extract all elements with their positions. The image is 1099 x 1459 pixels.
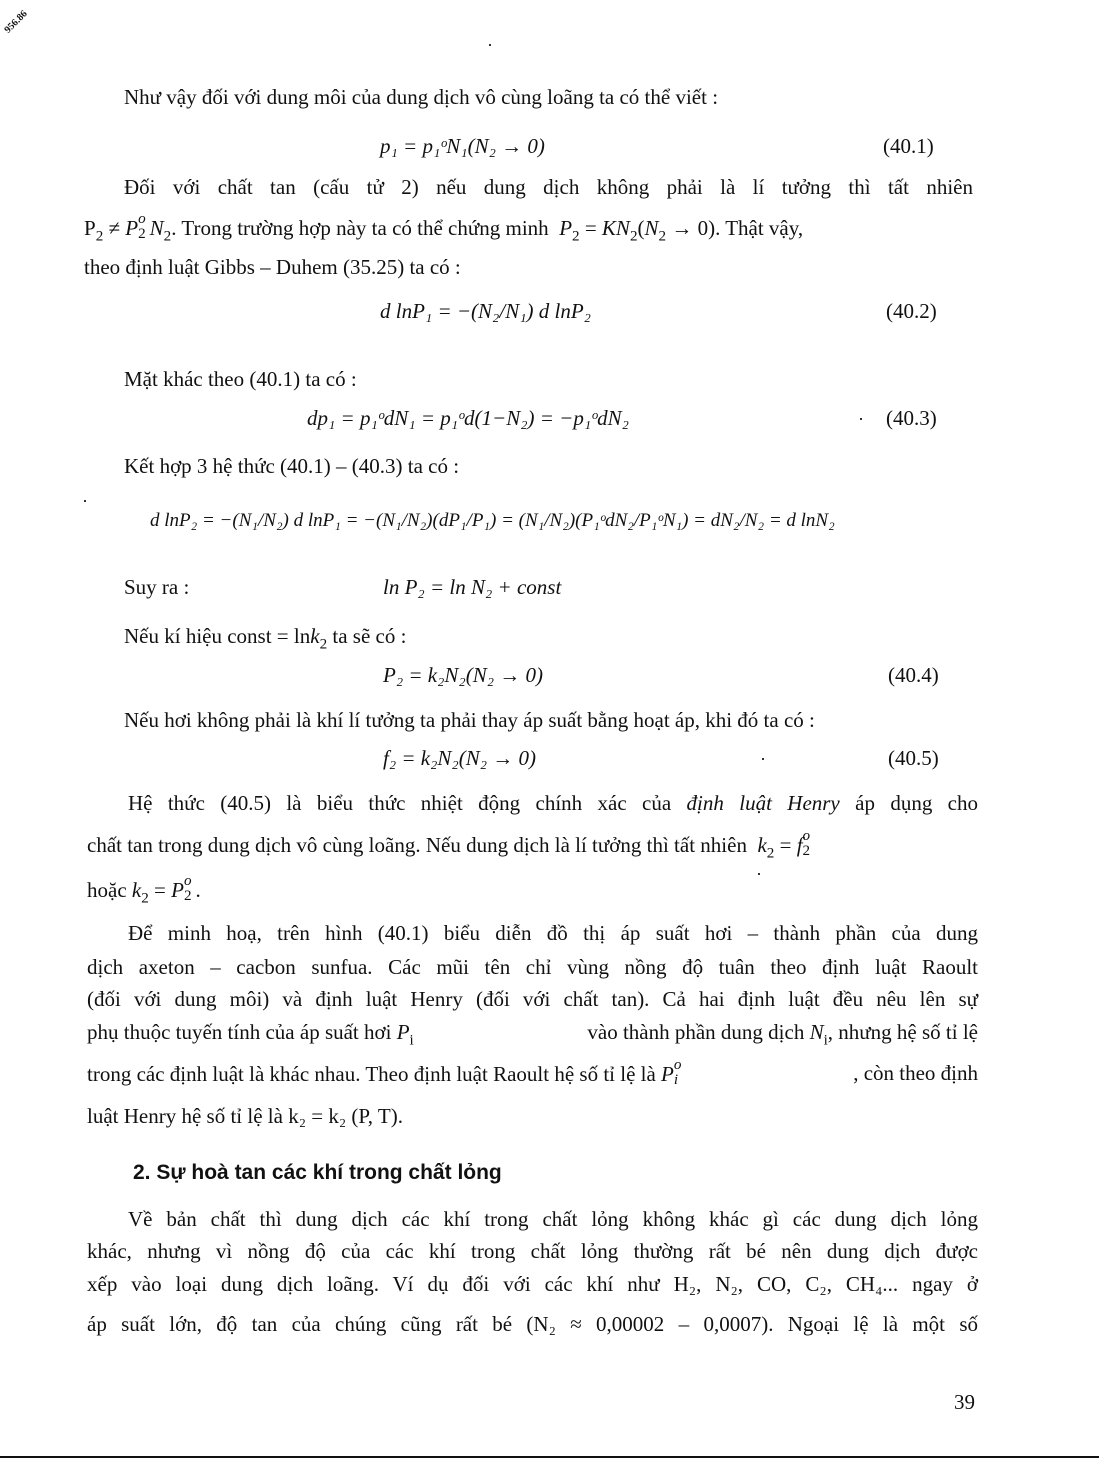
scan-speck [762,758,764,760]
text-span: chất tan trong dung dịch vô cùng loãng. Nếu dung dịch là lí tưởng thì tất nhiên [87,833,747,857]
equation-number-40-4: (40.4) [888,663,939,687]
text-P: P [84,216,96,240]
paragraph-illustration-line5: trong các định luật là khác nhau. Theo định luật Raoult hệ số tỉ lệ là P o i , còn theo định [87,1056,978,1088]
equation-number-40-2: (40.2) [886,299,937,323]
equation-40-5: f₂ = k₂N₂(N₂ → 0) [383,746,537,770]
equation-40-2: d lnP₁ = −(N₂/N₁) d lnP₂ [380,299,591,323]
paragraph-gases-line3: xếp vào loại dung dịch loãng. Ví dụ đối với các khí như H₂, N₂, CO, C₂, CH₄... ngay ở [87,1272,978,1296]
paragraph-solute-line2: $P_2 \ne P$ o 2 $N_2$. Trong trường hợp này ta có thể chứng minh $P_2 = KN_2(N_2 \to 0)$. Thật vậy, [84,210,804,245]
text-span: . Trong trường hợp này ta có thể chứng minh [171,216,549,240]
text-span: trong các định luật là khác nhau. Theo định luật Raoult hệ số tỉ lệ là [87,1062,656,1086]
text-span: áp dụng cho [839,791,978,815]
paragraph-solute-line3: theo định luật Gibbs – Duhem (35.25) ta có : [84,255,461,279]
text-span: Hệ thức (40.5) là biểu thức nhiệt động chính xác của [128,791,687,815]
paragraph-fugacity: Nếu hơi không phải là khí lí tưởng ta phải thay áp suất bằng hoạt áp, khi đó ta có : [124,708,815,732]
text-span: Nếu kí hiệu const = ln [124,624,311,648]
text-span: hoặc [87,878,127,902]
equation-number-40-5: (40.5) [888,746,939,770]
paragraph-gases-line4: áp suất lớn, độ tan của chúng cũng rất bé (N₂ ≈ 0,00002 – 0,0007). Ngoại lệ là một số [87,1312,978,1336]
paragraph-gases-line2: khác, nhưng vì nồng độ của các khí trong chất lỏng thường rất bé nên dung dịch được [87,1239,978,1263]
paragraph-illustration-line1: Để minh hoạ, trên hình (40.1) biểu diễn đồ thị áp suất hơi – thành phần của dung [128,921,978,945]
corner-stamp [0,0,40,36]
text-span: phụ thuộc tuyến tính của áp suất hơi [87,1020,392,1044]
text-span: ta sẽ có : [327,624,407,648]
paragraph-henry-line1 [128,790,978,816]
paragraph-illustration-line3: (đối với dung môi) và định luật Henry (đối với chất tan). Cả hai định luật đều nêu lên sự [87,987,978,1011]
paragraph-illustration-line4: phụ thuộc tuyến tính của áp suất hơi $P_i$ vào thành phần dung dịch $N_i$, nhưng hệ số tỉ lệ [87,1020,978,1049]
paragraph-illustration-line6: luật Henry hệ số tỉ lệ là k₂ = k₂ (P, T). [87,1104,403,1128]
scan-speck [84,500,86,502]
label-suy-ra: Suy ra : [124,575,190,599]
equation-number-40-1: (40.1) [883,134,934,158]
equation-combined: d lnP₂ = −(N₁/N₂) d lnP₁ = −(N₁/N₂)(dP₁/P₁) = (N₁/N₂)(P₁ᵒdN₂/P₁ᵒN₁) = dN₂/N₂ = d lnN₂ [150,510,835,531]
equation-40-1: p₁ = p₁ᵒN₁(N₂ → 0) [380,134,545,158]
paragraph-gases-line1: Về bản chất thì dung dịch các khí trong chất lỏng không khác gì các dung dịch lỏng [128,1207,978,1231]
text-span: , nhưng hệ số tỉ lệ [827,1020,978,1044]
page-number: 39 [954,1390,975,1414]
equation-number-40-3: (40.3) [886,406,937,430]
section-heading: 2. Sự hoà tan các khí trong chất lỏng [133,1161,502,1184]
text-span: vào thành phần dung dịch [587,1020,805,1044]
bottom-rule [0,1456,1099,1458]
paragraph-henry-line2: chất tan trong dung dịch vô cùng loãng. Nếu dung dịch là lí tưởng thì tất nhiên $k_2 = f$ o 2 [87,827,811,862]
paragraph-henry-line3: hoặc $k_2 = P$ o 2 . [87,872,201,907]
emphasis-henry-law: định luật Henry [686,791,840,815]
paragraph-illustration-line2: dịch axeton – cacbon sunfua. Các mũi tên chỉ vùng nồng độ tuân theo định luật Raoult [87,955,978,979]
text-span: . Thật vậy, [715,216,804,240]
paragraph-combine: Kết hợp 3 hệ thức (40.1) – (40.3) ta có : [124,454,460,478]
scan-speck [758,873,760,875]
svg-text:956.86: 956.86 [2,8,30,36]
scan-speck [860,418,862,420]
paragraph-other-hand: Mặt khác theo (40.1) ta có : [124,367,357,391]
paragraph-solute-line1: Đối với chất tan (cấu tử 2) nếu dung dịch không phải là lí tưởng thì tất nhiên [124,175,973,199]
scan-speck [489,44,491,46]
paragraph-const: Nếu kí hiệu const = lnk$_2$ ta sẽ có : [124,624,407,653]
paragraph-intro: Như vậy đối với dung môi của dung dịch vô cùng loãng ta có thể viết : [124,85,719,109]
text-span: , còn theo định [853,1061,978,1085]
equation-suy-ra: ln P₂ = ln N₂ + const [383,575,562,599]
equation-40-4: P₂ = k₂N₂(N₂ → 0) [383,663,544,687]
equation-40-3: dp₁ = p₁ᵒdN₁ = p₁ᵒd(1−N₂) = −p₁ᵒdN₂ [307,406,629,430]
